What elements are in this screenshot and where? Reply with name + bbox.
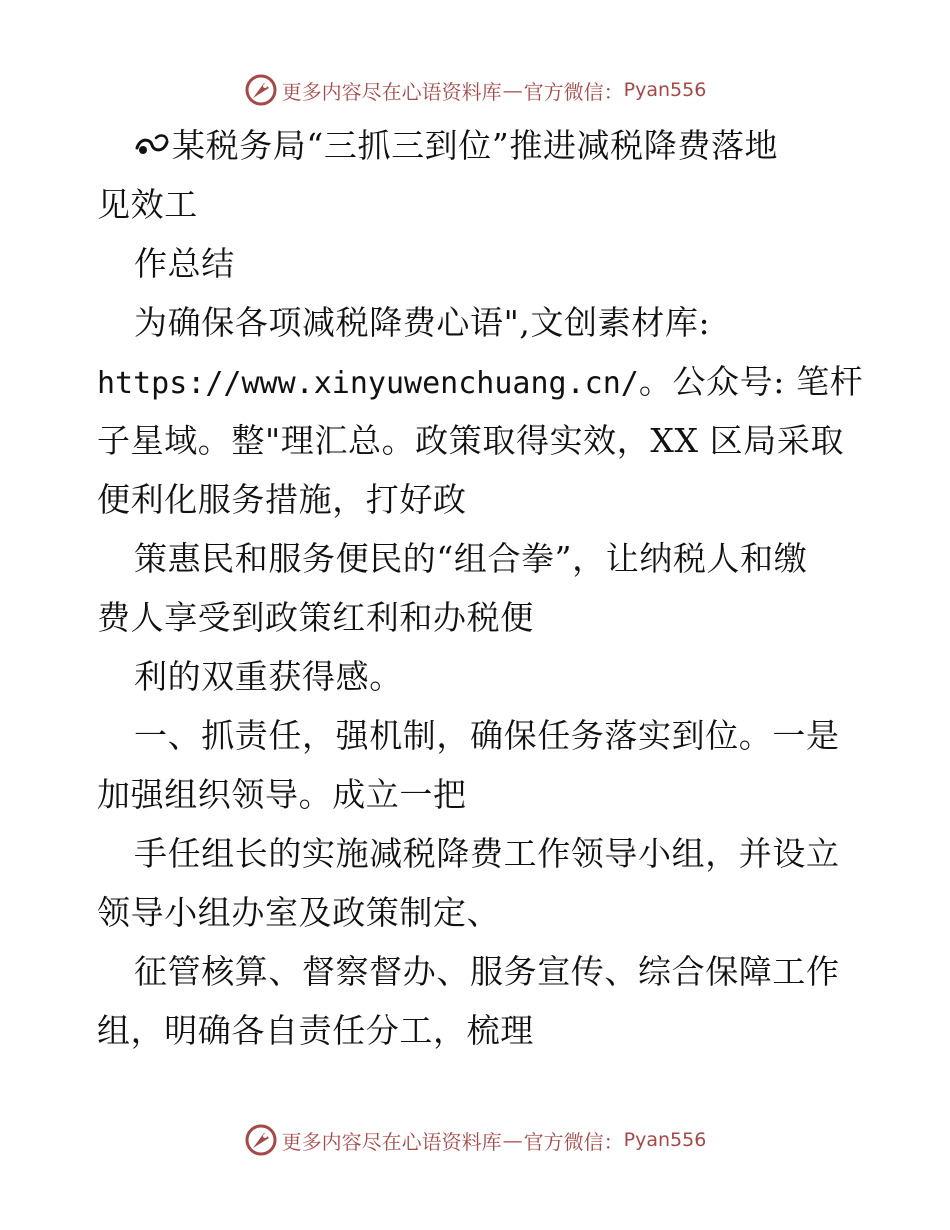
pen-nib-circle-icon bbox=[244, 73, 278, 107]
footer-watermark-banner bbox=[0, 1118, 950, 1162]
header-watermark-banner bbox=[0, 68, 950, 112]
doc-paragraph-line: 利的双重获得感。 bbox=[134, 657, 403, 696]
doc-paragraph-line: 加强组织领导。成立一把 bbox=[97, 775, 467, 814]
doc-paragraph-line: 一、抓责任，强机制，确保任务落实到位。一是 bbox=[134, 716, 840, 755]
doc-paragraph-line: 组，明确各自责任分工，梳理 bbox=[97, 1011, 534, 1050]
banner-text: 更多内容尽在心语资料库 bbox=[281, 1129, 502, 1154]
doc-paragraph-line: 便利化服务措施，打好政 bbox=[97, 480, 467, 519]
document-body bbox=[97, 116, 864, 1060]
doc-title-line-3: 作总结 bbox=[134, 244, 235, 283]
banner-wechat-label: 官方微信： bbox=[523, 1129, 624, 1154]
doc-paragraph-line: 费人享受到政策红利和办税便 bbox=[97, 598, 534, 637]
doc-title-line-2: 见效工 bbox=[97, 185, 198, 224]
doc-paragraph-line: 子星域。整"理汇总。政策取得实效，XX 区局采取 bbox=[97, 421, 845, 460]
doc-paragraph-line: 为确保各项减税降费心语",文创素材库: bbox=[134, 303, 711, 342]
banner-separator: — bbox=[502, 78, 523, 102]
banner-text: 更多内容尽在心语资料库 bbox=[281, 79, 502, 104]
doc-url-link[interactable]: https://www.xinyuwenchuang.cn/ bbox=[97, 366, 639, 401]
fleuron-icon bbox=[134, 130, 170, 160]
pen-nib-circle-icon bbox=[244, 1123, 278, 1157]
doc-title-line-1: 某税务局“三抓三到位”推进减税降费落地 bbox=[97, 116, 857, 175]
banner-wechat-label: 官方微信： bbox=[523, 79, 624, 104]
banner-wechat-id: Pyan556 bbox=[623, 1129, 707, 1151]
doc-paragraph-line: 领导小组办室及政策制定、 bbox=[97, 893, 501, 932]
banner-wechat-id: Pyan556 bbox=[623, 79, 707, 101]
doc-paragraph-line: 策惠民和服务便民的“组合拳”，让纳税人和缴 bbox=[134, 539, 808, 578]
banner-separator: — bbox=[502, 1128, 523, 1152]
doc-paragraph-line: 手任组长的实施减税降费工作领导小组，并设立 bbox=[134, 834, 840, 873]
doc-paragraph-line: https://www.xinyuwenchuang.cn/。公众号: 笔杆 bbox=[97, 362, 864, 401]
doc-paragraph-line: 征管核算、督察督办、服务宣传、综合保障工作 bbox=[134, 952, 840, 991]
